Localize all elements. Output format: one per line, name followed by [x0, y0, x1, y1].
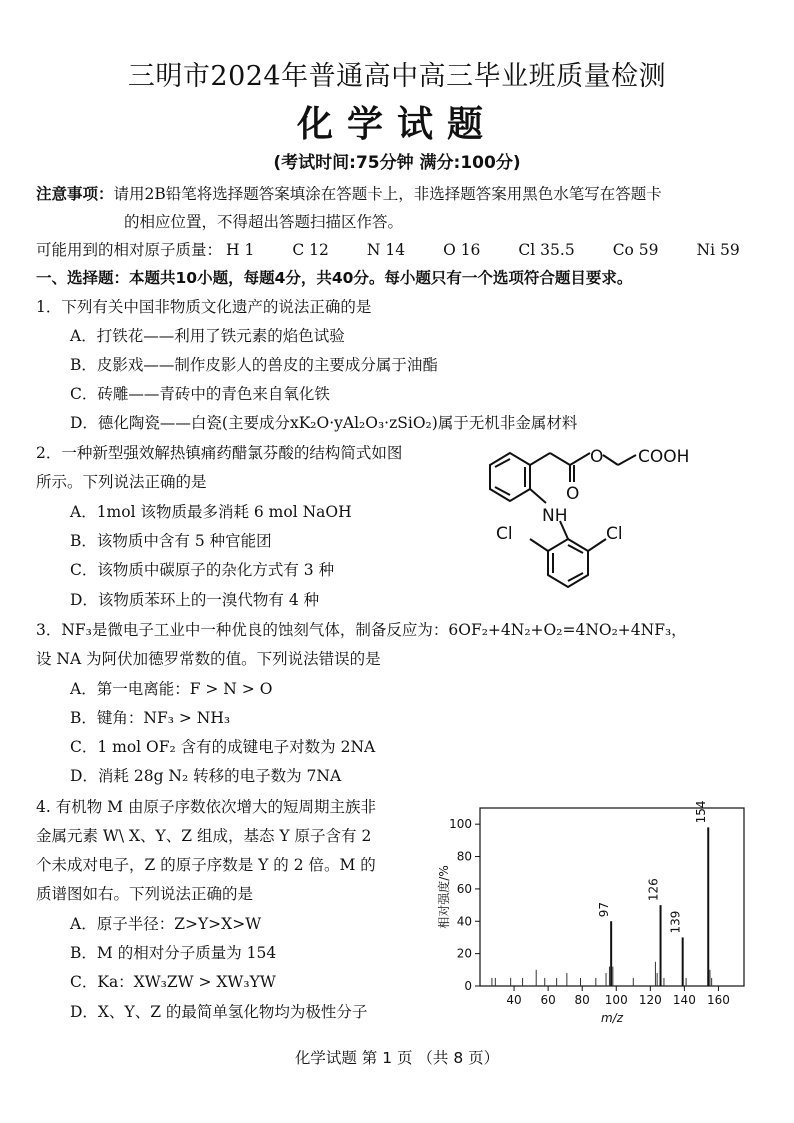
q4-option-d[interactable]: D．X、Y、Z 的最简单氢化物均为极性分子 [70, 1003, 368, 1021]
atomic-masses: 可能用到的相对原子质量： H 1 C 12 N 14 O 16 Cl 35.5 Co 59 Ni 59 [36, 241, 740, 259]
x-tick-label: 160 [706, 993, 730, 1007]
subject-title: 化学试题 [296, 104, 497, 145]
x-tick-label: 40 [506, 993, 522, 1007]
q1-option-d[interactable]: D．德化陶瓷——白瓷(主要成分xK₂O·yAl₂O₃·zSiO₂)属于无机非金属材料 [70, 414, 578, 432]
mass-spectrum-chart [432, 800, 762, 1030]
q2-option-c[interactable]: C．该物质中碳原子的杂化方式有 3 种 [70, 561, 335, 579]
x-tick-label: 80 [574, 993, 590, 1007]
amine-label: NH [542, 506, 568, 526]
q3-option-a[interactable]: A．第一电离能：F > N > O [70, 680, 273, 698]
q4-stem-2: 金属元素 W\ X、Y、Z 组成，基态 Y 原子含有 2 [36, 827, 372, 845]
q4-stem-1: 4. 有机物 M 由原子序数依次增大的短周期主族非 [36, 798, 376, 816]
carbonyl-oxygen-label: O [566, 484, 580, 504]
q1-option-c[interactable]: C．砖雕——青砖中的青色来自氧化铁 [70, 385, 330, 403]
q1-option-a[interactable]: A．打铁花——利用了铁元素的焰色试验 [70, 327, 345, 345]
q3-option-c[interactable]: C．1 mol OF₂ 含有的成键电子对数为 2NA [70, 738, 376, 756]
ester-oxygen-label: O [590, 447, 604, 467]
chlorine-left-label: Cl [496, 524, 513, 544]
notice-line-1: 注意事项：请用2B铅笔将选择题答案填涂在答题卡上，非选择题答案用黑色水笔写在答题卡 [36, 185, 662, 203]
y-tick-label: 60 [456, 881, 472, 896]
exam-info: (考试时间:75分钟 满分:100分) [273, 153, 521, 173]
q4-option-b[interactable]: B．M 的相对分子质量为 154 [70, 944, 277, 962]
chlorine-right-label: Cl [606, 524, 623, 544]
y-tick-label: 0 [464, 979, 472, 993]
q4-stem-3: 个未成对电子，Z 的原子序数是 Y 的 2 倍。M 的 [36, 856, 376, 874]
q4-stem-4: 质谱图如右。下列说法正确的是 [36, 885, 254, 903]
q1-option-b[interactable]: B．皮影戏——制作皮影人的兽皮的主要成分属于油酯 [70, 356, 438, 374]
q2-option-d[interactable]: D．该物质苯环上的一溴代物有 4 种 [70, 591, 320, 609]
q1-stem: 1．下列有关中国非物质文化遗产的说法正确的是 [36, 298, 372, 316]
x-axis-label: m/z [600, 1011, 624, 1025]
q4-option-c[interactable]: C．Ka：XW₃ZW > XW₃YW [70, 973, 276, 991]
peak-label-97: 97 [597, 901, 612, 918]
q2-stem-1: 2．一种新型强效解热镇痛药醋氯芬酸的结构简式如图 [36, 444, 403, 462]
peak-label-139: 139 [668, 910, 683, 934]
peak-label-154: 154 [694, 800, 709, 824]
q4-option-a[interactable]: A．原子半径：Z>Y>X>W [70, 915, 262, 933]
y-tick-label: 100 [449, 817, 472, 832]
q3-stem-2: 设 NA 为阿伏加德罗常数的值。下列说法错误的是 [36, 650, 381, 668]
q3-stem-1: 3．NF₃是微电子工业中一种优良的蚀刻气体，制备反应为：6OF₂+4N₂+O₂=4NO₂+4NF₃， [36, 621, 687, 639]
x-tick-label: 140 [672, 993, 696, 1007]
peak-label-126: 126 [646, 878, 661, 902]
y-tick-label: 80 [456, 849, 472, 864]
section-heading: 一、选择题：本题共10小题，每题4分，共40分。每小题只有一个选项符合题目要求。 [36, 269, 633, 287]
x-tick-label: 120 [638, 993, 662, 1007]
x-tick-label: 60 [540, 993, 556, 1007]
q3-option-d[interactable]: D．消耗 28g N₂ 转移的电子数为 7NA [70, 767, 342, 785]
y-tick-label: 20 [456, 946, 472, 961]
x-tick-label: 100 [604, 993, 628, 1007]
y-tick-label: 40 [456, 914, 472, 929]
q2-option-b[interactable]: B．该物质中含有 5 种官能团 [70, 532, 272, 550]
q3-option-b[interactable]: B．键角：NF₃ > NH₃ [70, 709, 231, 727]
exam-title: 三明市2024年普通高中高三毕业班质量检测 [127, 61, 667, 92]
q2-stem-2: 所示。下列说法正确的是 [36, 473, 207, 491]
notice-label: 注意事项： [36, 185, 114, 203]
page-footer: 化学试题 第 1 页 （共 8 页） [294, 1049, 500, 1067]
aceclofenac-structure [470, 435, 750, 610]
notice-line-2: 的相应位置，不得超出答题扫描区作答。 [124, 213, 404, 231]
carboxyl-label: COOH [638, 447, 690, 467]
y-axis-label: 相对强度/% [437, 865, 451, 929]
q2-option-a[interactable]: A．1mol 该物质最多消耗 6 mol NaOH [70, 503, 352, 521]
